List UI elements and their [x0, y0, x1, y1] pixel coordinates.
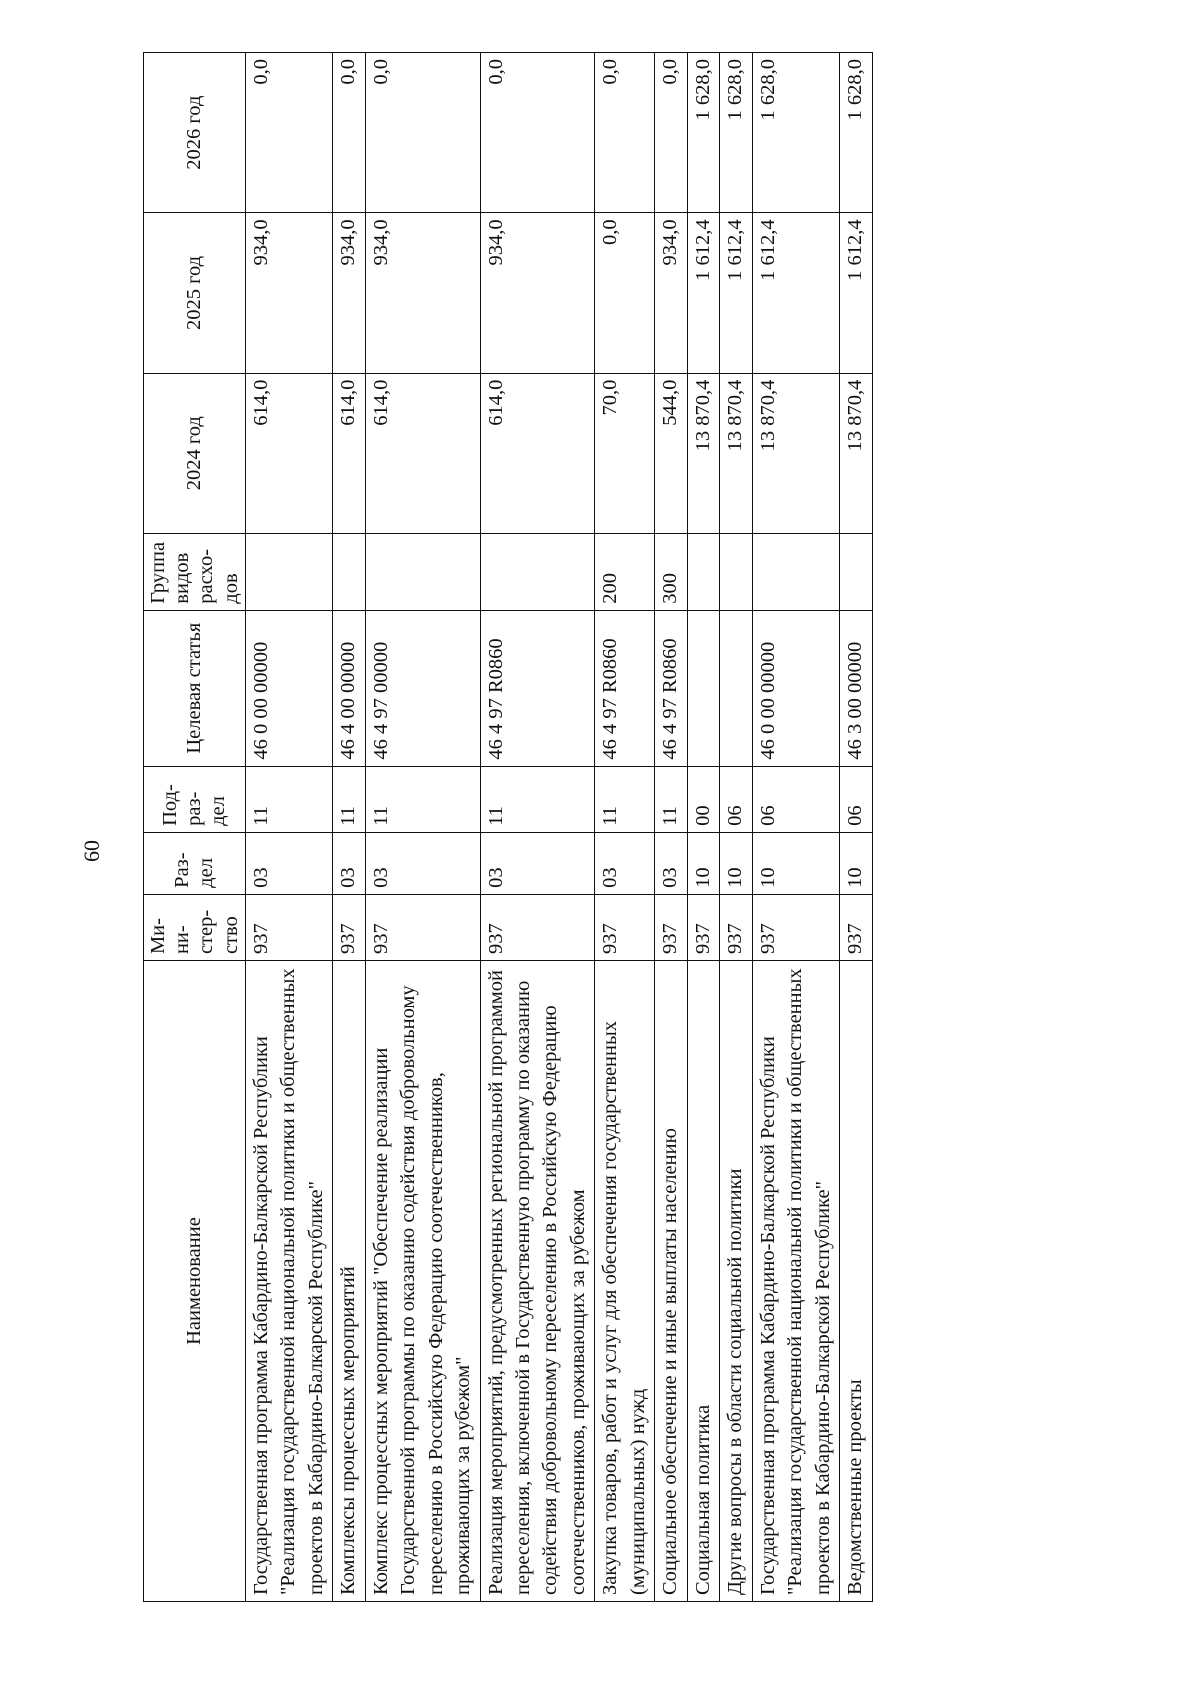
- cell-podrazdel: 06: [840, 766, 872, 832]
- cell-2024: 614,0: [365, 373, 480, 533]
- cell-2025: 1 612,4: [687, 213, 719, 373]
- cell-2024: 13 870,4: [687, 373, 719, 533]
- cell-gvr: [840, 533, 872, 610]
- page-number: 60: [79, 840, 104, 862]
- cell-name: Комплексы процессных мероприятий: [333, 961, 365, 1602]
- table-row: [365, 53, 480, 1602]
- cell-cs: 46 4 00 00000: [333, 610, 365, 766]
- table-row: [687, 53, 719, 1602]
- budget-table: [143, 52, 873, 1602]
- cell-2026: 0,0: [480, 53, 595, 213]
- cell-name: Комплекс процессных мероприятий "Обеспечение реализации Государственной программы по оказанию содействия добровольному переселению в Российскую Федерацию соотечественников, проживающих за рубежом": [365, 961, 480, 1602]
- cell-2024: 13 870,4: [752, 373, 839, 533]
- header-ministry: [144, 894, 246, 960]
- cell-2024: 614,0: [245, 373, 332, 533]
- cell-ministry: 937: [245, 894, 332, 960]
- cell-gvr: [752, 533, 839, 610]
- table-row: [480, 53, 595, 1602]
- cell-gvr: [480, 533, 595, 610]
- cell-name: Реализация мероприятий, предусмотренных региональной программой переселения, включенной в Государственную программу по оказанию содействия добровольному переселению в Российскую Федерацию соотечественников, проживающих за рубежом: [480, 961, 595, 1602]
- cell-2024: 13 870,4: [720, 373, 752, 533]
- cell-2025: 1 612,4: [720, 213, 752, 373]
- table-row: [655, 53, 687, 1602]
- cell-razdel: 03: [365, 832, 480, 894]
- cell-name: Другие вопросы в области социальной политики: [720, 961, 752, 1602]
- cell-2026: 0,0: [245, 53, 332, 213]
- cell-gvr: [365, 533, 480, 610]
- cell-razdel: 10: [752, 832, 839, 894]
- cell-2026: 1 628,0: [720, 53, 752, 213]
- cell-2025: 1 612,4: [840, 213, 872, 373]
- cell-gvr: 300: [655, 533, 687, 610]
- cell-ministry: 937: [720, 894, 752, 960]
- cell-name: Государственная программа Кабардино-Балкарской Республики "Реализация государственной национальной политики и общественных проектов в Кабардино-Балкарской Республике": [245, 961, 332, 1602]
- cell-2024: 70,0: [595, 373, 655, 533]
- cell-podrazdel: 06: [752, 766, 839, 832]
- cell-cs: [687, 610, 719, 766]
- cell-ministry: 937: [365, 894, 480, 960]
- header-gvr: [144, 533, 246, 610]
- cell-2025: 934,0: [365, 213, 480, 373]
- table-row: [720, 53, 752, 1602]
- cell-2026: 1 628,0: [687, 53, 719, 213]
- cell-cs: 46 4 97 R0860: [655, 610, 687, 766]
- cell-2025: 934,0: [480, 213, 595, 373]
- cell-gvr: 200: [595, 533, 655, 610]
- cell-name: Социальная политика: [687, 961, 719, 1602]
- cell-razdel: 10: [687, 832, 719, 894]
- cell-ministry: 937: [687, 894, 719, 960]
- cell-cs: 46 4 97 R0860: [480, 610, 595, 766]
- table-row: [333, 53, 365, 1602]
- cell-2024: 13 870,4: [840, 373, 872, 533]
- cell-name: Социальное обеспечение и иные выплаты населению: [655, 961, 687, 1602]
- table-body: [245, 53, 872, 1602]
- cell-podrazdel: 11: [595, 766, 655, 832]
- cell-ministry: 937: [752, 894, 839, 960]
- cell-cs: 46 4 97 00000: [365, 610, 480, 766]
- cell-cs: 46 3 00 00000: [840, 610, 872, 766]
- header-name: Наименование: [144, 961, 246, 1602]
- header-2025: 2025 год: [144, 213, 246, 373]
- cell-name: Закупка товаров, работ и услуг для обеспечения государственных (муниципальных) нужд: [595, 961, 655, 1602]
- cell-2026: 1 628,0: [840, 53, 872, 213]
- cell-ministry: 937: [655, 894, 687, 960]
- cell-gvr: [245, 533, 332, 610]
- cell-razdel: 03: [480, 832, 595, 894]
- cell-cs: 46 0 00 00000: [752, 610, 839, 766]
- cell-ministry: 937: [333, 894, 365, 960]
- cell-podrazdel: 11: [365, 766, 480, 832]
- cell-2024: 614,0: [333, 373, 365, 533]
- header-podrazdel: [144, 766, 246, 832]
- table-row: [245, 53, 332, 1602]
- header-2026: 2026 год: [144, 53, 246, 213]
- cell-podrazdel: 00: [687, 766, 719, 832]
- cell-razdel: 10: [840, 832, 872, 894]
- cell-gvr: [720, 533, 752, 610]
- cell-2026: 0,0: [655, 53, 687, 213]
- cell-name: Ведомственные проекты: [840, 961, 872, 1602]
- cell-2026: 0,0: [365, 53, 480, 213]
- cell-2026: 1 628,0: [752, 53, 839, 213]
- cell-cs: 46 0 00 00000: [245, 610, 332, 766]
- header-razdel-text: Раз- дел: [171, 852, 218, 888]
- cell-cs: 46 4 97 R0860: [595, 610, 655, 766]
- cell-podrazdel: 06: [720, 766, 752, 832]
- cell-2025: 1 612,4: [752, 213, 839, 373]
- cell-razdel: 03: [595, 832, 655, 894]
- cell-2025: 934,0: [245, 213, 332, 373]
- cell-gvr: [687, 533, 719, 610]
- cell-razdel: 03: [655, 832, 687, 894]
- header-razdel: [144, 832, 246, 894]
- table-row: [595, 53, 655, 1602]
- cell-razdel: 10: [720, 832, 752, 894]
- cell-2025: 0,0: [595, 213, 655, 373]
- cell-ministry: 937: [480, 894, 595, 960]
- cell-podrazdel: 11: [245, 766, 332, 832]
- cell-2026: 0,0: [595, 53, 655, 213]
- cell-razdel: 03: [245, 832, 332, 894]
- cell-2024: 614,0: [480, 373, 595, 533]
- table-row: [752, 53, 839, 1602]
- cell-cs: [720, 610, 752, 766]
- cell-name: Государственная программа Кабардино-Балкарской Республики "Реализация государственной национальной политики и общественных проектов в Кабардино-Балкарской Республике": [752, 961, 839, 1602]
- cell-ministry: 937: [595, 894, 655, 960]
- header-podrazdel-text: Под- раз- дел: [159, 784, 230, 826]
- cell-2025: 934,0: [655, 213, 687, 373]
- cell-ministry: 937: [840, 894, 872, 960]
- cell-2025: 934,0: [333, 213, 365, 373]
- header-2024: 2024 год: [144, 373, 246, 533]
- header-row: [144, 53, 246, 1602]
- header-ministry-text: Ми- ни- стер- ство: [147, 909, 242, 955]
- cell-podrazdel: 11: [480, 766, 595, 832]
- cell-gvr: [333, 533, 365, 610]
- cell-podrazdel: 11: [655, 766, 687, 832]
- cell-2024: 544,0: [655, 373, 687, 533]
- header-cs: Целевая статья: [144, 610, 246, 766]
- table-row: [840, 53, 872, 1602]
- cell-2026: 0,0: [333, 53, 365, 213]
- rotated-table-container: [143, 52, 873, 1602]
- cell-razdel: 03: [333, 832, 365, 894]
- cell-podrazdel: 11: [333, 766, 365, 832]
- header-gvr-text: Группа видов расхо- дов: [147, 541, 242, 604]
